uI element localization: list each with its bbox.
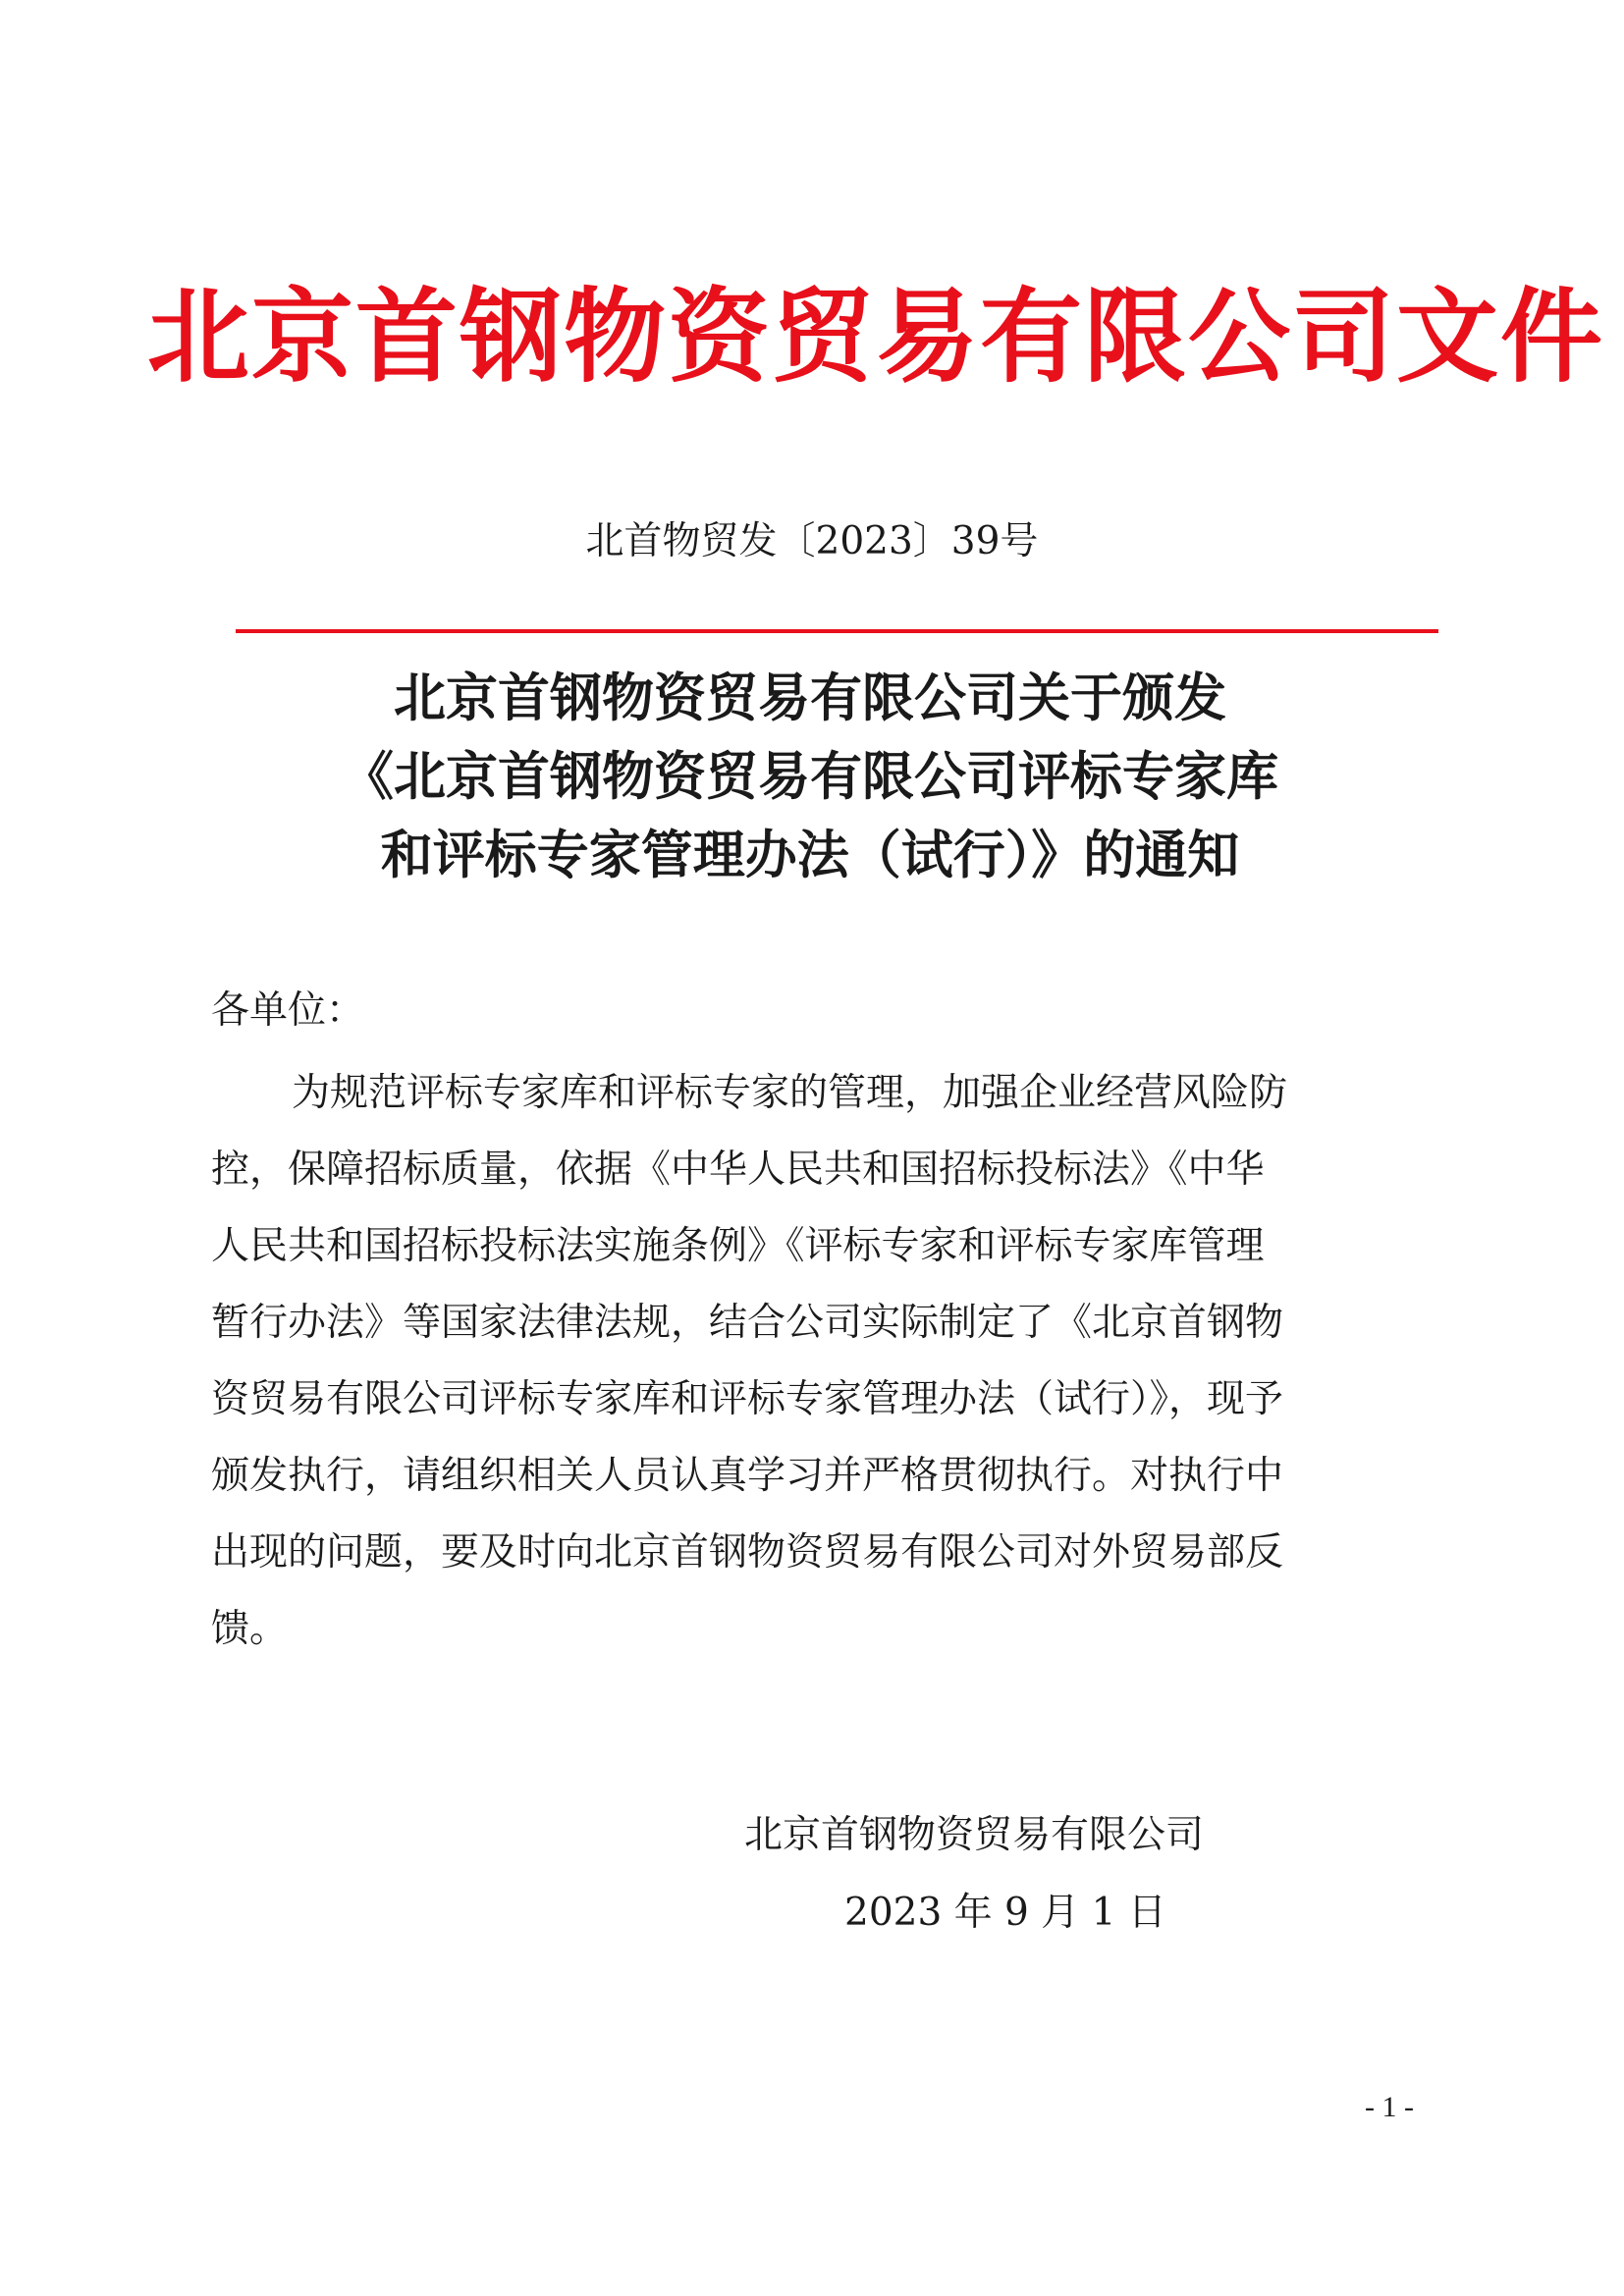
notice-title-line: 《北京首钢物资贸易有限公司评标专家库 <box>342 747 1278 807</box>
body-line: 为规范评标专家库和评标专家的管理，加强企业经营风险防 <box>292 1071 1288 1115</box>
body-line: 馈。 <box>211 1607 289 1651</box>
document-number: 北首物贸发〔2023〕39号 <box>585 519 1039 563</box>
body-line: 资贸易有限公司评标专家库和评标专家管理办法（试行）》，现予 <box>211 1377 1284 1421</box>
issue-date: 2023 年 9 月 1 日 <box>844 1891 1166 1935</box>
page-number: - 1 - <box>1365 2091 1414 2123</box>
issuer-signature: 北京首钢物资贸易有限公司 <box>744 1813 1205 1857</box>
body-line: 人民共和国招标投标法实施条例》《评标专家和评标专家库管理 <box>211 1224 1265 1268</box>
body-paragraph <box>211 1055 1429 1668</box>
notice-title <box>196 660 1424 895</box>
red-divider-line <box>236 629 1438 633</box>
body-line: 颁发执行，请组织相关人员认真学习并严格贯彻执行。对执行中 <box>211 1454 1284 1498</box>
body-line: 出现的问题，要及时向北京首钢物资贸易有限公司对外贸易部反 <box>211 1530 1284 1575</box>
notice-title-line: 和评标专家管理办法（试行）》的通知 <box>380 826 1240 885</box>
salutation: 各单位： <box>211 988 365 1033</box>
notice-title-line: 北京首钢物资贸易有限公司关于颁发 <box>394 668 1226 728</box>
body-line: 控，保障招标质量，依据《中华人民共和国招标投标法》《中华 <box>211 1148 1265 1192</box>
issuer-header-title: 北京首钢物资贸易有限公司文件 <box>147 277 1605 397</box>
body-line: 暂行办法》等国家法律法规，结合公司实际制定了《北京首钢物 <box>211 1301 1284 1345</box>
